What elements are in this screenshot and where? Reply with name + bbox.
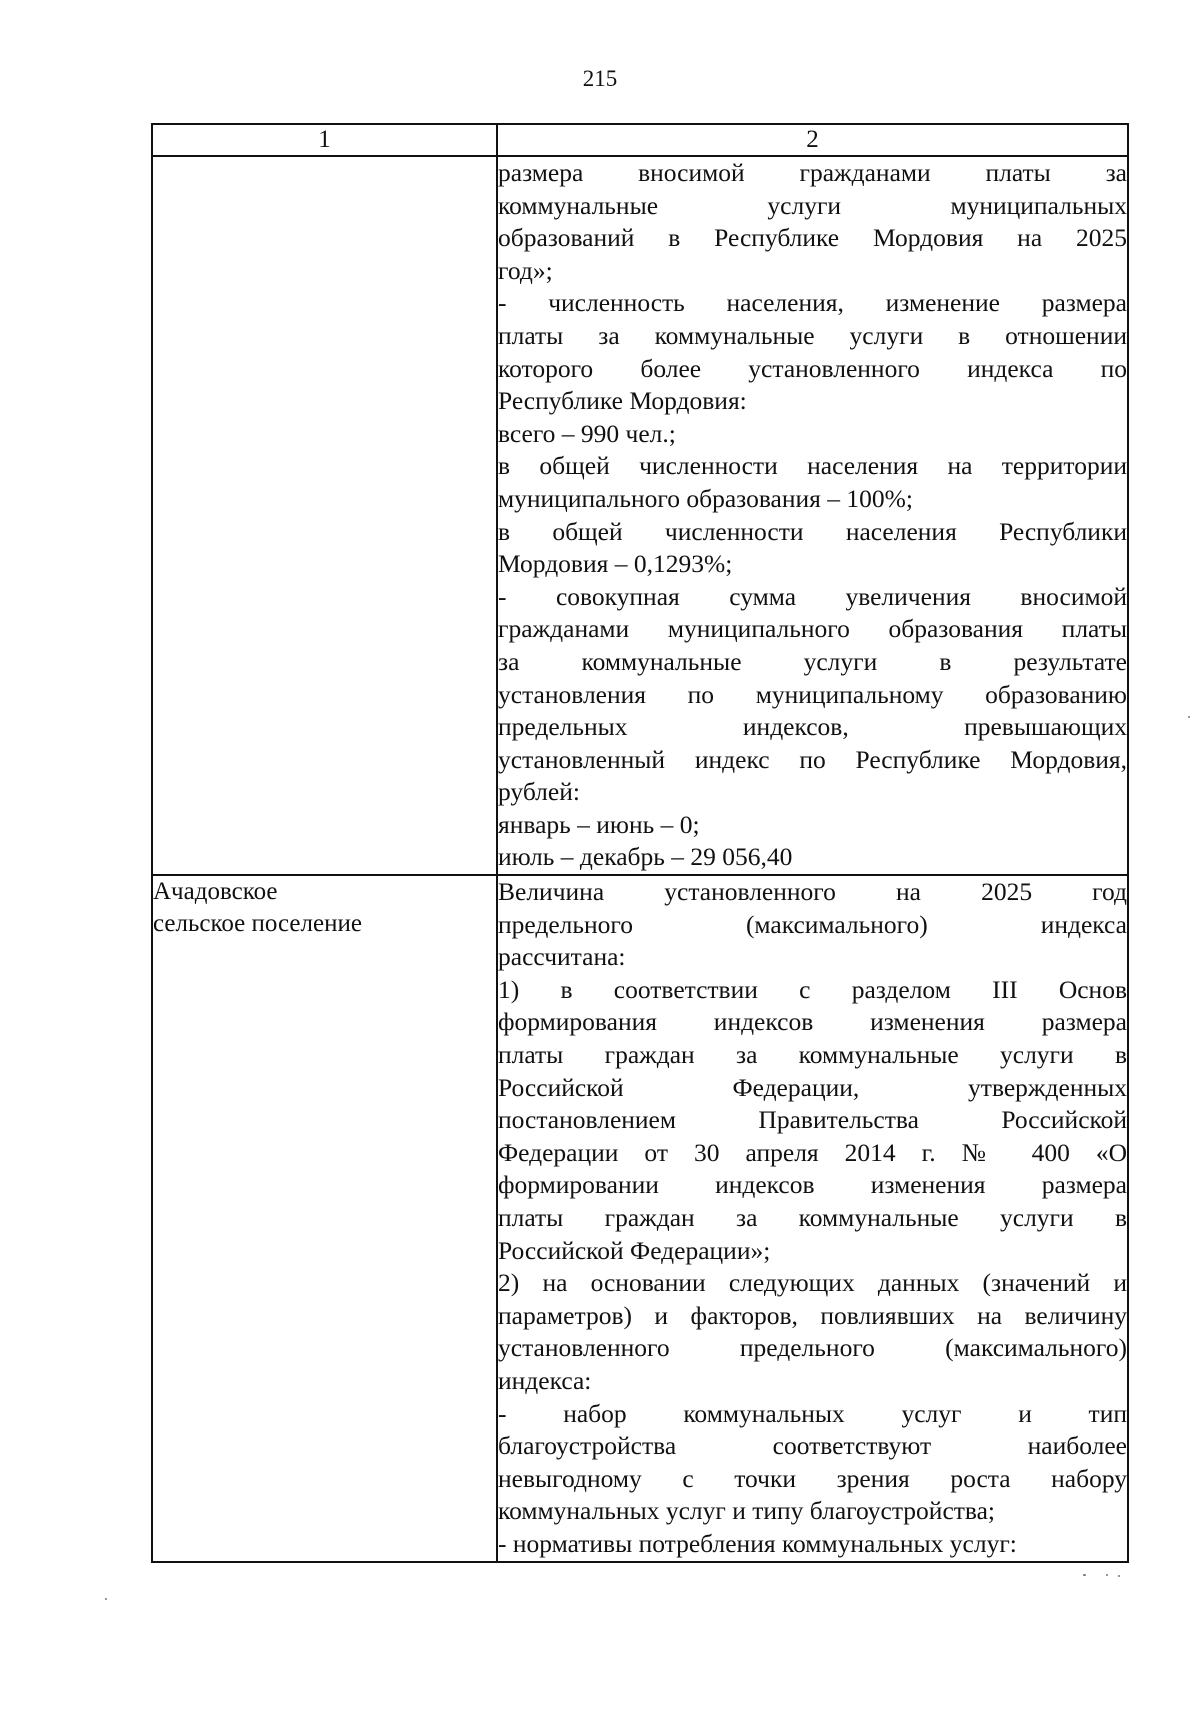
scan-speck [1083, 1574, 1086, 1576]
text-line: постановлением Правительства Российской [498, 1105, 1127, 1135]
text-line: - численность населения, изменение размера [498, 288, 1127, 318]
description-cell [497, 156, 1128, 875]
text-line: установленный индекс по Республике Мордовия, [498, 744, 1127, 774]
text-line: всего – 990 чел.; [498, 418, 676, 448]
text-line: образований в Республике Мордовия на 2025 [498, 223, 1127, 253]
document-table [151, 123, 1129, 1563]
text-line: муниципального образования – 100%; [498, 483, 913, 513]
municipality-name-line: сельское поселение [153, 910, 362, 938]
text-line: установленного предельного (максимального) [498, 1333, 1127, 1363]
scan-speck [105, 1598, 107, 1600]
column-header-1: 1 [152, 124, 497, 156]
text-line: Российской Федерации, утвержденных [498, 1072, 1127, 1102]
scan-speck [1188, 716, 1190, 718]
text-line: коммунальные услуги муниципальных [498, 190, 1127, 220]
column-header-2: 2 [497, 124, 1128, 156]
text-line: в общей численности населения Республики [498, 516, 1127, 546]
municipality-cell [152, 875, 497, 1561]
text-line: размера вносимой гражданами платы за [498, 158, 1127, 187]
text-line: формировании индексов изменения размера [498, 1170, 1127, 1200]
text-line: индекса: [498, 1365, 592, 1395]
text-line: невыгодному с точки зрения роста набору [498, 1463, 1127, 1493]
text-line: 2) на основании следующих данных (значений и [498, 1268, 1127, 1298]
text-line: Мордовия – 0,1293%; [498, 549, 733, 579]
text-line: предельного (максимального) индекса [498, 909, 1127, 939]
table-header-row [152, 124, 1128, 156]
text-line: год»; [498, 255, 553, 285]
text-line: 1) в соответствии с разделом III Основ [498, 974, 1127, 1004]
text-line: за коммунальные услуги в результате [498, 646, 1127, 676]
text-line: - нормативы потребления коммунальных услуг: [498, 1528, 1017, 1558]
text-line: Республике Мордовия: [498, 386, 747, 416]
text-line: формирования индексов изменения размера [498, 1007, 1127, 1037]
text-line: июль – декабрь – 29 056,40 [498, 842, 793, 872]
page-number: 215 [582, 66, 618, 91]
description-cell [497, 875, 1128, 1561]
text-line: параметров) и факторов, повлиявших на величину [498, 1300, 1127, 1330]
text-line: коммунальных услуг и типу благоустройства; [498, 1496, 996, 1526]
text-line: в общей численности населения на территории [498, 451, 1127, 481]
scan-speck [1106, 1574, 1108, 1576]
table-row [152, 875, 1128, 1561]
text-line: платы граждан за коммунальные услуги в [498, 1040, 1127, 1070]
text-line: рассчитана: [498, 942, 626, 972]
text-line: - набор коммунальных услуг и тип [498, 1398, 1127, 1428]
municipality-name-line: Ачадовское [153, 878, 278, 906]
text-line: платы за коммунальные услуги в отношении [498, 320, 1127, 350]
text-line: рублей: [498, 777, 580, 807]
text-line: - совокупная сумма увеличения вносимой [498, 581, 1127, 611]
text-line: Федерации от 30 апреля 2014 г. № 400 «О [498, 1137, 1127, 1167]
text-line: платы граждан за коммунальные услуги в [498, 1203, 1127, 1232]
text-line: благоустройства соответствуют наиболее [498, 1431, 1127, 1461]
text-line: установления по муниципальному образованию [498, 679, 1127, 709]
municipality-cell [152, 156, 497, 875]
text-line: Российской Федерации»; [498, 1235, 771, 1265]
scan-speck [1118, 1575, 1120, 1577]
text-line: январь – июнь – 0; [498, 809, 700, 839]
text-line: которого более установленного индекса по [498, 353, 1127, 383]
table-row [152, 156, 1128, 875]
text-line: предельных индексов, превышающих [498, 712, 1127, 742]
text-line: гражданами муниципального образования платы [498, 614, 1127, 644]
text-line: Величина установленного на 2025 год [498, 877, 1127, 907]
